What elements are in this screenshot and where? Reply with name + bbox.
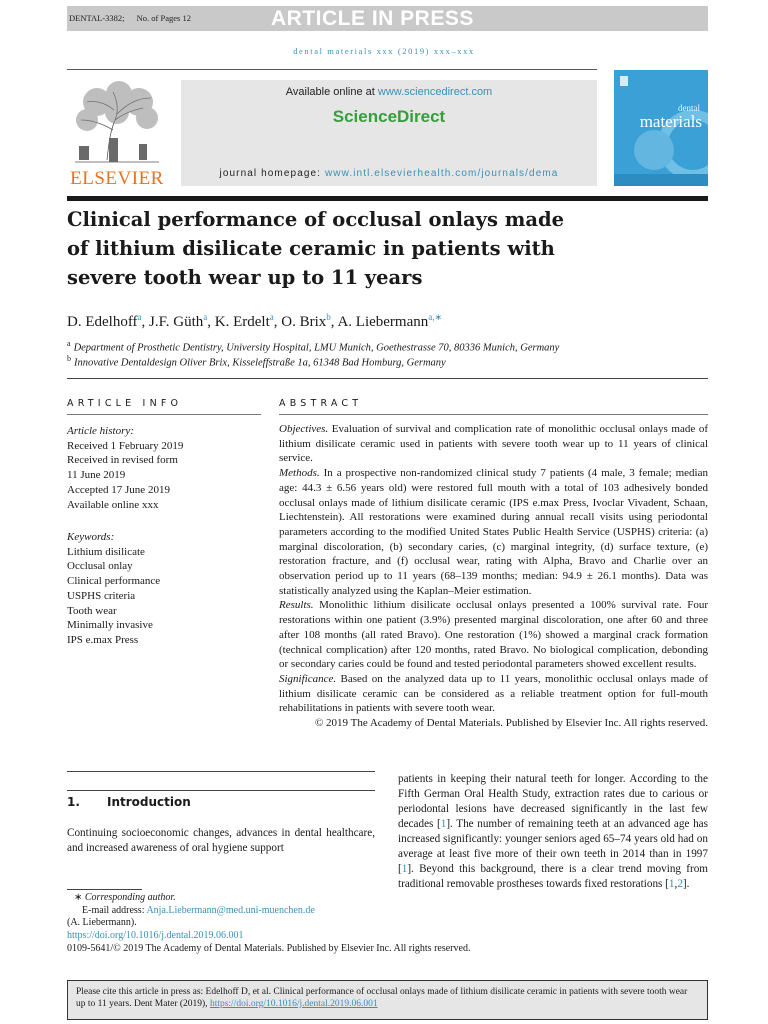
email-name: (A. Liebermann). (67, 917, 137, 928)
email-label: E-mail address: (82, 905, 147, 916)
author (215, 314, 281, 330)
keyword-item: Minimally invasive (67, 619, 153, 632)
author-affiliation-mark[interactable]: b (326, 312, 331, 322)
elsevier-wordmark: ELSEVIER (70, 168, 164, 189)
cover-top-text: dental (678, 103, 700, 113)
elsevier-tree-icon (67, 80, 167, 168)
article-title: Clinical performance of occlusal onlays made of lithium disilicate ceramic in patients with severe tooth wear up to 11 years (67, 208, 565, 289)
page-count: No. of Pages 12 (136, 13, 191, 23)
author-name: O. Brix (281, 314, 327, 330)
section-rule (67, 790, 375, 791)
elsevier-logo (67, 80, 167, 189)
results-label: Results. (279, 599, 314, 612)
corresponding-label: Corresponding author. (84, 892, 176, 903)
keyword-item: Occlusal onlay (67, 560, 133, 573)
available-prefix: Available online at (285, 86, 378, 98)
corresponding-footnote (74, 892, 176, 903)
article-info-heading: ARTICLE INFO (67, 398, 183, 409)
author-name: J.F. Güth (149, 314, 204, 330)
affiliation-a (67, 339, 559, 354)
keyword-item: Tooth wear (67, 604, 117, 617)
methods-label: Methods. (279, 467, 320, 480)
history-item: 11 June 2019 (67, 469, 126, 482)
intro-right-column (398, 772, 708, 892)
title-top-rule (67, 196, 708, 201)
significance-text: Based on the analyzed data up to 11 years, monolithic occlusal onlays made of lithium disilicate ceramic can be considered as a reliable treatment option for full-mouth rehabilitations in patients with severe tooth wear. (279, 672, 708, 715)
keyword-item: Lithium disilicate (67, 545, 145, 558)
affiliation-mark: a (67, 339, 71, 348)
footnote-star: ∗ (74, 892, 83, 903)
doc-meta (69, 13, 201, 23)
journal-homepage-link[interactable]: www.intl.elsevierhealth.com/journals/dema (324, 168, 559, 179)
article-in-press-banner: ARTICLE IN PRESS (271, 7, 474, 30)
issn-line: 0109-5641/© 2019 The Academy of Dental Materials. Published by Elsevier Inc. All rights reserved. (67, 943, 471, 954)
footnote-rule (67, 889, 142, 890)
body-divider-left (67, 771, 375, 772)
reference-link[interactable]: 1 (668, 878, 675, 890)
author-affiliation-mark[interactable]: a (269, 312, 274, 322)
author-separator: , (141, 314, 150, 330)
abstract-objectives (279, 422, 708, 466)
sciencedirect-panel (181, 80, 597, 186)
author-separator: , (330, 314, 338, 330)
abstract-methods (279, 466, 708, 598)
author-affiliation-mark[interactable]: a (137, 312, 142, 322)
citation-box (67, 980, 708, 1020)
available-online (181, 86, 597, 98)
intro-text: patients in keeping their natural teeth for longer. According to the Fifth German Oral Health Study, extraction rates due to carious or periodontal lesions have decreased significantly in the last few decades [ (398, 773, 708, 830)
history-item: Received in revised form (67, 454, 178, 467)
article-history (67, 424, 183, 512)
author (281, 314, 337, 330)
abstract-copyright: © 2019 The Academy of Dental Materials. Published by Elsevier Inc. All rights reserved. (314, 717, 708, 730)
significance-label: Significance. (279, 672, 337, 685)
keyword-item: Clinical performance (67, 575, 161, 588)
author (337, 314, 442, 330)
header-divider (67, 69, 597, 70)
cover-title-text: materials (639, 112, 702, 131)
author (149, 314, 215, 330)
journal-citation-line: dental materials xxx (2019) xxx–xxx (293, 46, 475, 56)
abstract-body (279, 422, 708, 731)
history-item: Received 1 February 2019 (67, 439, 184, 452)
keywords (67, 530, 160, 648)
intro-text: ]. The number of remaining teeth at an advanced age has increased significantly: younger seniors aged 65–74 years old had on average at least five more of their own teeth in 2014 than in 1997 [ (398, 818, 708, 875)
results-text: Monolithic lithium disilicate occlusal onlays presented a 100% survival rate. Four restorations within one patient (3.9%) presented marginal discoloration, one after 60 and three after 108 months (all rated Bravo). One restoration (1%) showed a marginal crack formation (technical complication) after 120 months, rated Bravo. No biological complication, debonding or secondary caries could be found and tested periodontal parameters showed excellent results. (279, 599, 708, 671)
intro-text: ]. (682, 878, 690, 890)
history-item: Accepted 17 June 2019 (67, 483, 170, 496)
abstract-heading: ABSTRACT (279, 398, 363, 409)
citation-text: Please cite this article in press as: Edelhoff D, et al. Clinical performance of occlusal onlays made of lithium disilicate ceramic in patients with severe tooth wear up to 11 years. Dent Mater (2019), (76, 987, 688, 1009)
keywords-label: Keywords: (67, 531, 115, 543)
section-title: Introduction (107, 795, 191, 809)
objectives-label: Objectives. (279, 423, 329, 435)
sciencedirect-logo: ScienceDirect (332, 107, 446, 126)
author (67, 314, 149, 330)
affiliation-text: Department of Prosthetic Dentistry, University Hospital, LMU Munich, Goethestrasse 70, 80336 Munich, Germany (73, 342, 560, 354)
doc-id: DENTAL-3382; (69, 13, 125, 23)
cover-circle (634, 130, 674, 170)
author-separator: , (273, 314, 282, 330)
article-info-rule (67, 414, 261, 415)
history-label: Article history: (67, 425, 134, 437)
author-affiliation-mark[interactable]: a,∗ (428, 312, 443, 322)
affiliation-mark: b (67, 354, 71, 363)
ref-separator: , (674, 878, 678, 890)
objectives-text: Evaluation of survival and complication rate of monolithic occlusal onlays made of lithium disilicate ceramic used in patients with severe tooth wear up to 11 years of clinical service. (279, 423, 708, 465)
affiliation-b (67, 354, 446, 369)
author-separator: , (207, 314, 215, 330)
section-number: 1. (67, 795, 80, 809)
homepage-prefix: journal homepage: (219, 168, 325, 179)
doi-line (67, 930, 243, 941)
methods-text: In a prospective non-randomized clinical study 7 patients (4 male, 3 female; median age: 44.3 ± 6.56 years old) were restored full mouth with a total of 103 adhesively bonded occlusal onlays made of lithium disilicate ceramic (IPS e.max Press, Ivoclar Vivadent, Schaan, Liechtenstein). All restorations were examined during annual recall visits using periodontal parameters according to the modified United States Public Health Service (USPHS) criteria: (a) marginal discoloration, (b) secondary caries, (c) marginal integrity, (d) surface texture, (e) restoration fracture, and (f) occlusal wear, rating with Alpha, Bravo and Charlie over an observation period up to 11 years (68–139 months; median: 94.9 ± 26.1 months). Data was statistically analyzed using the Kaplan–Meier estimation. (279, 467, 708, 597)
reference-link[interactable]: 2 (677, 878, 683, 890)
authors-divider (67, 378, 708, 379)
email-link[interactable]: Anja.Liebermann@med.uni-muenchen.de (146, 905, 315, 916)
cover-footer (614, 174, 708, 186)
reference-link[interactable]: 1 (440, 818, 447, 830)
sciencedirect-link[interactable]: www.sciencedirect.com (377, 86, 493, 98)
author-name: A. Liebermann (337, 314, 429, 330)
abstract-results (279, 598, 708, 672)
cover-mini-logo (620, 76, 628, 86)
intro-text: ]. Beyond this background, there is a clear trend moving from traditional removable prostheses towards fixed restorations [ (398, 863, 708, 890)
article-in-press-bar (67, 6, 708, 31)
doi-link[interactable]: https://doi.org/10.1016/j.dental.2019.06.001 (67, 930, 244, 941)
reference-link[interactable]: 1 (401, 863, 408, 875)
intro-left-column: Continuing socioeconomic changes, advances in dental healthcare, and increased awareness of oral hygiene support (67, 827, 375, 854)
history-item: Available online xxx (67, 498, 159, 511)
journal-cover (614, 70, 708, 186)
email-footnote (82, 905, 315, 916)
abstract-significance (279, 672, 708, 716)
author-affiliation-mark[interactable]: a (203, 312, 208, 322)
author-list (67, 312, 442, 331)
author-name: D. Edelhoff (67, 314, 138, 330)
journal-homepage (181, 168, 597, 179)
keyword-item: IPS e.max Press (67, 633, 139, 646)
abstract-rule (279, 414, 708, 415)
keyword-item: USPHS criteria (67, 589, 136, 602)
affiliation-text: Innovative Dentaldesign Oliver Brix, Kisseleffstraße 1a, 61348 Bad Homburg, Germany (74, 357, 446, 369)
citation-doi-link[interactable]: https://doi.org/10.1016/j.dental.2019.06.001 (209, 999, 378, 1009)
author-name: K. Erdelt (214, 314, 270, 330)
